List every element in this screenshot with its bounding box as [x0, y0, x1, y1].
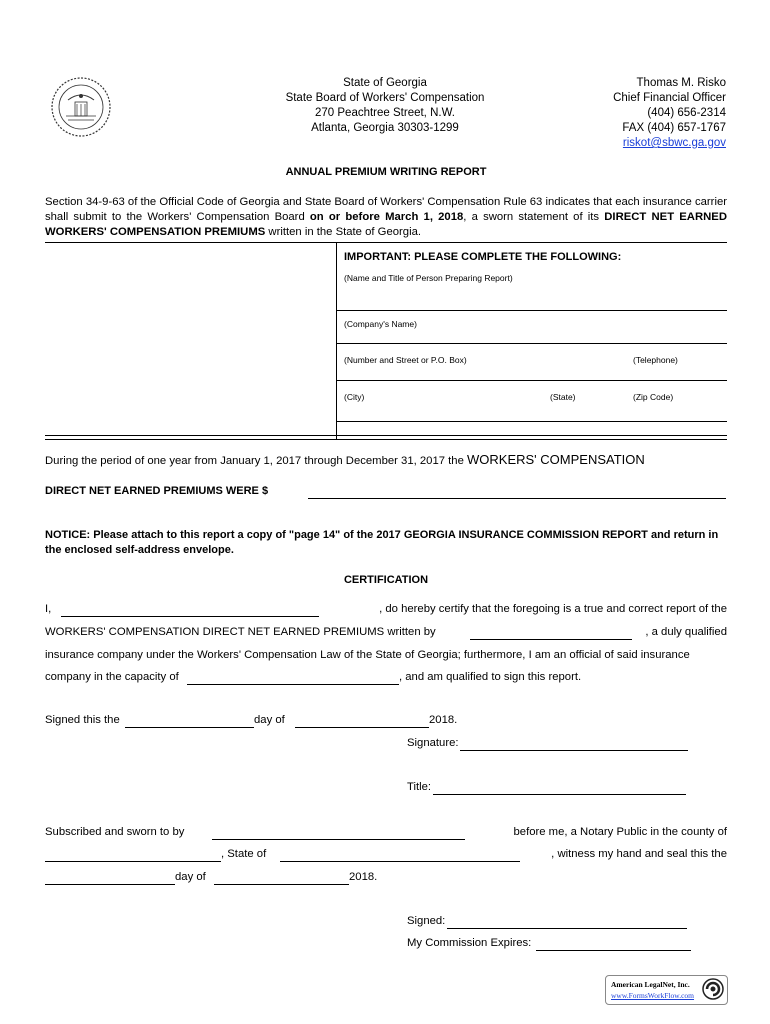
agency-line: Atlanta, Georgia 30303-1299	[311, 122, 459, 134]
city-field[interactable]	[337, 421, 727, 422]
notary-line-1	[45, 826, 727, 842]
notary-text: , State of	[221, 848, 267, 860]
name-title-field[interactable]	[337, 310, 727, 311]
field-city-label: (City)	[344, 392, 365, 402]
title-field[interactable]	[433, 781, 686, 795]
signed-year: 2018.	[429, 714, 458, 726]
contact-block	[540, 76, 726, 151]
insurer-name-field[interactable]	[470, 626, 632, 640]
signature-line	[407, 737, 692, 753]
title-label: Title:	[407, 781, 432, 793]
title-line	[407, 781, 692, 797]
cert-text: company in the capacity of	[45, 671, 179, 683]
notary-text: before me, a Notary Public in the county of	[513, 826, 727, 838]
agency-address	[260, 76, 510, 136]
notary-subscriber-field[interactable]	[212, 826, 465, 840]
commission-line	[407, 937, 697, 953]
notary-day-field[interactable]	[45, 871, 175, 885]
notary-line-2	[45, 848, 727, 864]
notice: NOTICE: Please attach to this report a copy of "page 14" of the 2017 GEORGIA INSURANCE COMMISSION REPORT and return in the enclosed self-address envelope.	[45, 529, 719, 556]
fax: FAX (404) 657-1767	[622, 122, 726, 134]
form-box	[45, 242, 727, 440]
agency-line: State of Georgia	[343, 77, 427, 89]
commission-expires-field[interactable]	[536, 937, 691, 951]
street-field[interactable]	[337, 380, 727, 381]
globe-logo-icon	[702, 978, 724, 1000]
signed-line	[45, 714, 727, 730]
signed-text: Signed this the	[45, 714, 120, 726]
signed-text: day of	[254, 714, 285, 726]
report-title: ANNUAL PREMIUM WRITING REPORT	[285, 166, 487, 178]
form-important: IMPORTANT: PLEASE COMPLETE THE FOLLOWING:	[344, 251, 622, 263]
field-state-label: (State)	[550, 392, 576, 402]
commission-label: My Commission Expires:	[407, 937, 532, 949]
field-telephone-label: (Telephone)	[633, 355, 678, 365]
signed-day-field[interactable]	[125, 714, 254, 728]
premiums-amount-field[interactable]	[308, 485, 726, 499]
notary-line-3	[45, 871, 727, 887]
intro-text: , a sworn statement of its	[463, 211, 605, 223]
capacity-field[interactable]	[187, 671, 399, 685]
period-wc: WORKERS' COMPENSATION	[467, 452, 645, 467]
signature-label: Signature:	[407, 737, 459, 749]
cert-line-4	[45, 671, 727, 687]
box-bottom-rule	[45, 435, 727, 436]
cert-text: , and am qualified to sign this report.	[399, 671, 582, 683]
cert-text: , a duly qualified	[645, 626, 727, 638]
notary-county-field[interactable]	[45, 848, 221, 862]
georgia-seal-icon	[50, 76, 112, 138]
official-title: Chief Financial Officer	[613, 92, 726, 104]
field-name-title-label: (Name and Title of Person Preparing Report)	[344, 273, 513, 283]
intro-deadline: on or before March 1, 2018	[309, 211, 464, 223]
footer-company: American LegalNet, Inc.	[611, 980, 690, 989]
notary-text: , witness my hand and seal this the	[551, 848, 727, 860]
americanlegalnet-badge[interactable]	[605, 975, 728, 1005]
notary-state-field[interactable]	[280, 848, 520, 862]
field-company-label: (Company's Name)	[344, 319, 417, 329]
intro-premiums: DIRECT NET EARNED WORKERS' COMPENSATION PREMIUMS	[45, 211, 727, 238]
signature-field[interactable]	[460, 737, 688, 751]
notary-signed-line	[407, 915, 692, 931]
intro-text: written in the State of Georgia.	[265, 226, 421, 238]
cert-line-2	[45, 626, 727, 642]
cert-line-1	[45, 603, 727, 619]
cert-line-3: insurance company under the Workers' Compensation Law of the State of Georgia; furthermore, I am an official of said insurance	[45, 649, 690, 661]
signed-month-field[interactable]	[295, 714, 429, 728]
premiums-label: DIRECT NET EARNED PREMIUMS WERE $	[45, 485, 269, 497]
agency-line: 270 Peachtree Street, N.W.	[315, 107, 455, 119]
notary-text: Subscribed and sworn to by	[45, 826, 185, 838]
certification-heading: CERTIFICATION	[343, 574, 429, 586]
cert-text: I,	[45, 603, 52, 615]
intro-paragraph	[45, 195, 727, 240]
footer-url[interactable]: www.FormsWorkFlow.com	[611, 991, 695, 1000]
notary-month-field[interactable]	[214, 871, 349, 885]
phone: (404) 656-2314	[647, 107, 726, 119]
intro-text: Section 34-9-63 of the Official Code of Georgia and State Board of Workers' Compensation Rule 63 indicates that each insurance carrier shall submit to the Workers' Compensation Board	[45, 196, 727, 223]
certifier-name-field[interactable]	[61, 603, 319, 617]
form-divider	[336, 243, 337, 439]
period-text: During the period of one year from January 1, 2017 through December 31, 2017 the	[45, 455, 468, 467]
premiums-line	[45, 485, 727, 497]
company-field[interactable]	[337, 343, 727, 344]
notary-text: day of	[175, 871, 206, 883]
notary-signature-field[interactable]	[447, 915, 687, 929]
field-street-label: (Number and Street or P.O. Box)	[344, 355, 467, 365]
notary-year: 2018.	[349, 871, 378, 883]
agency-line: State Board of Workers' Compensation	[285, 92, 485, 104]
email-link[interactable]: riskot@sbwc.ga.gov	[622, 137, 726, 149]
field-zip-label: (Zip Code)	[633, 392, 674, 402]
cert-text: , do hereby certify that the foregoing is a true and correct report of the	[379, 603, 727, 615]
cert-text: WORKERS' COMPENSATION DIRECT NET EARNED PREMIUMS written by	[45, 626, 436, 638]
notary-signed-label: Signed:	[407, 915, 446, 927]
period-line	[45, 452, 727, 467]
official-name: Thomas M. Risko	[636, 77, 726, 89]
